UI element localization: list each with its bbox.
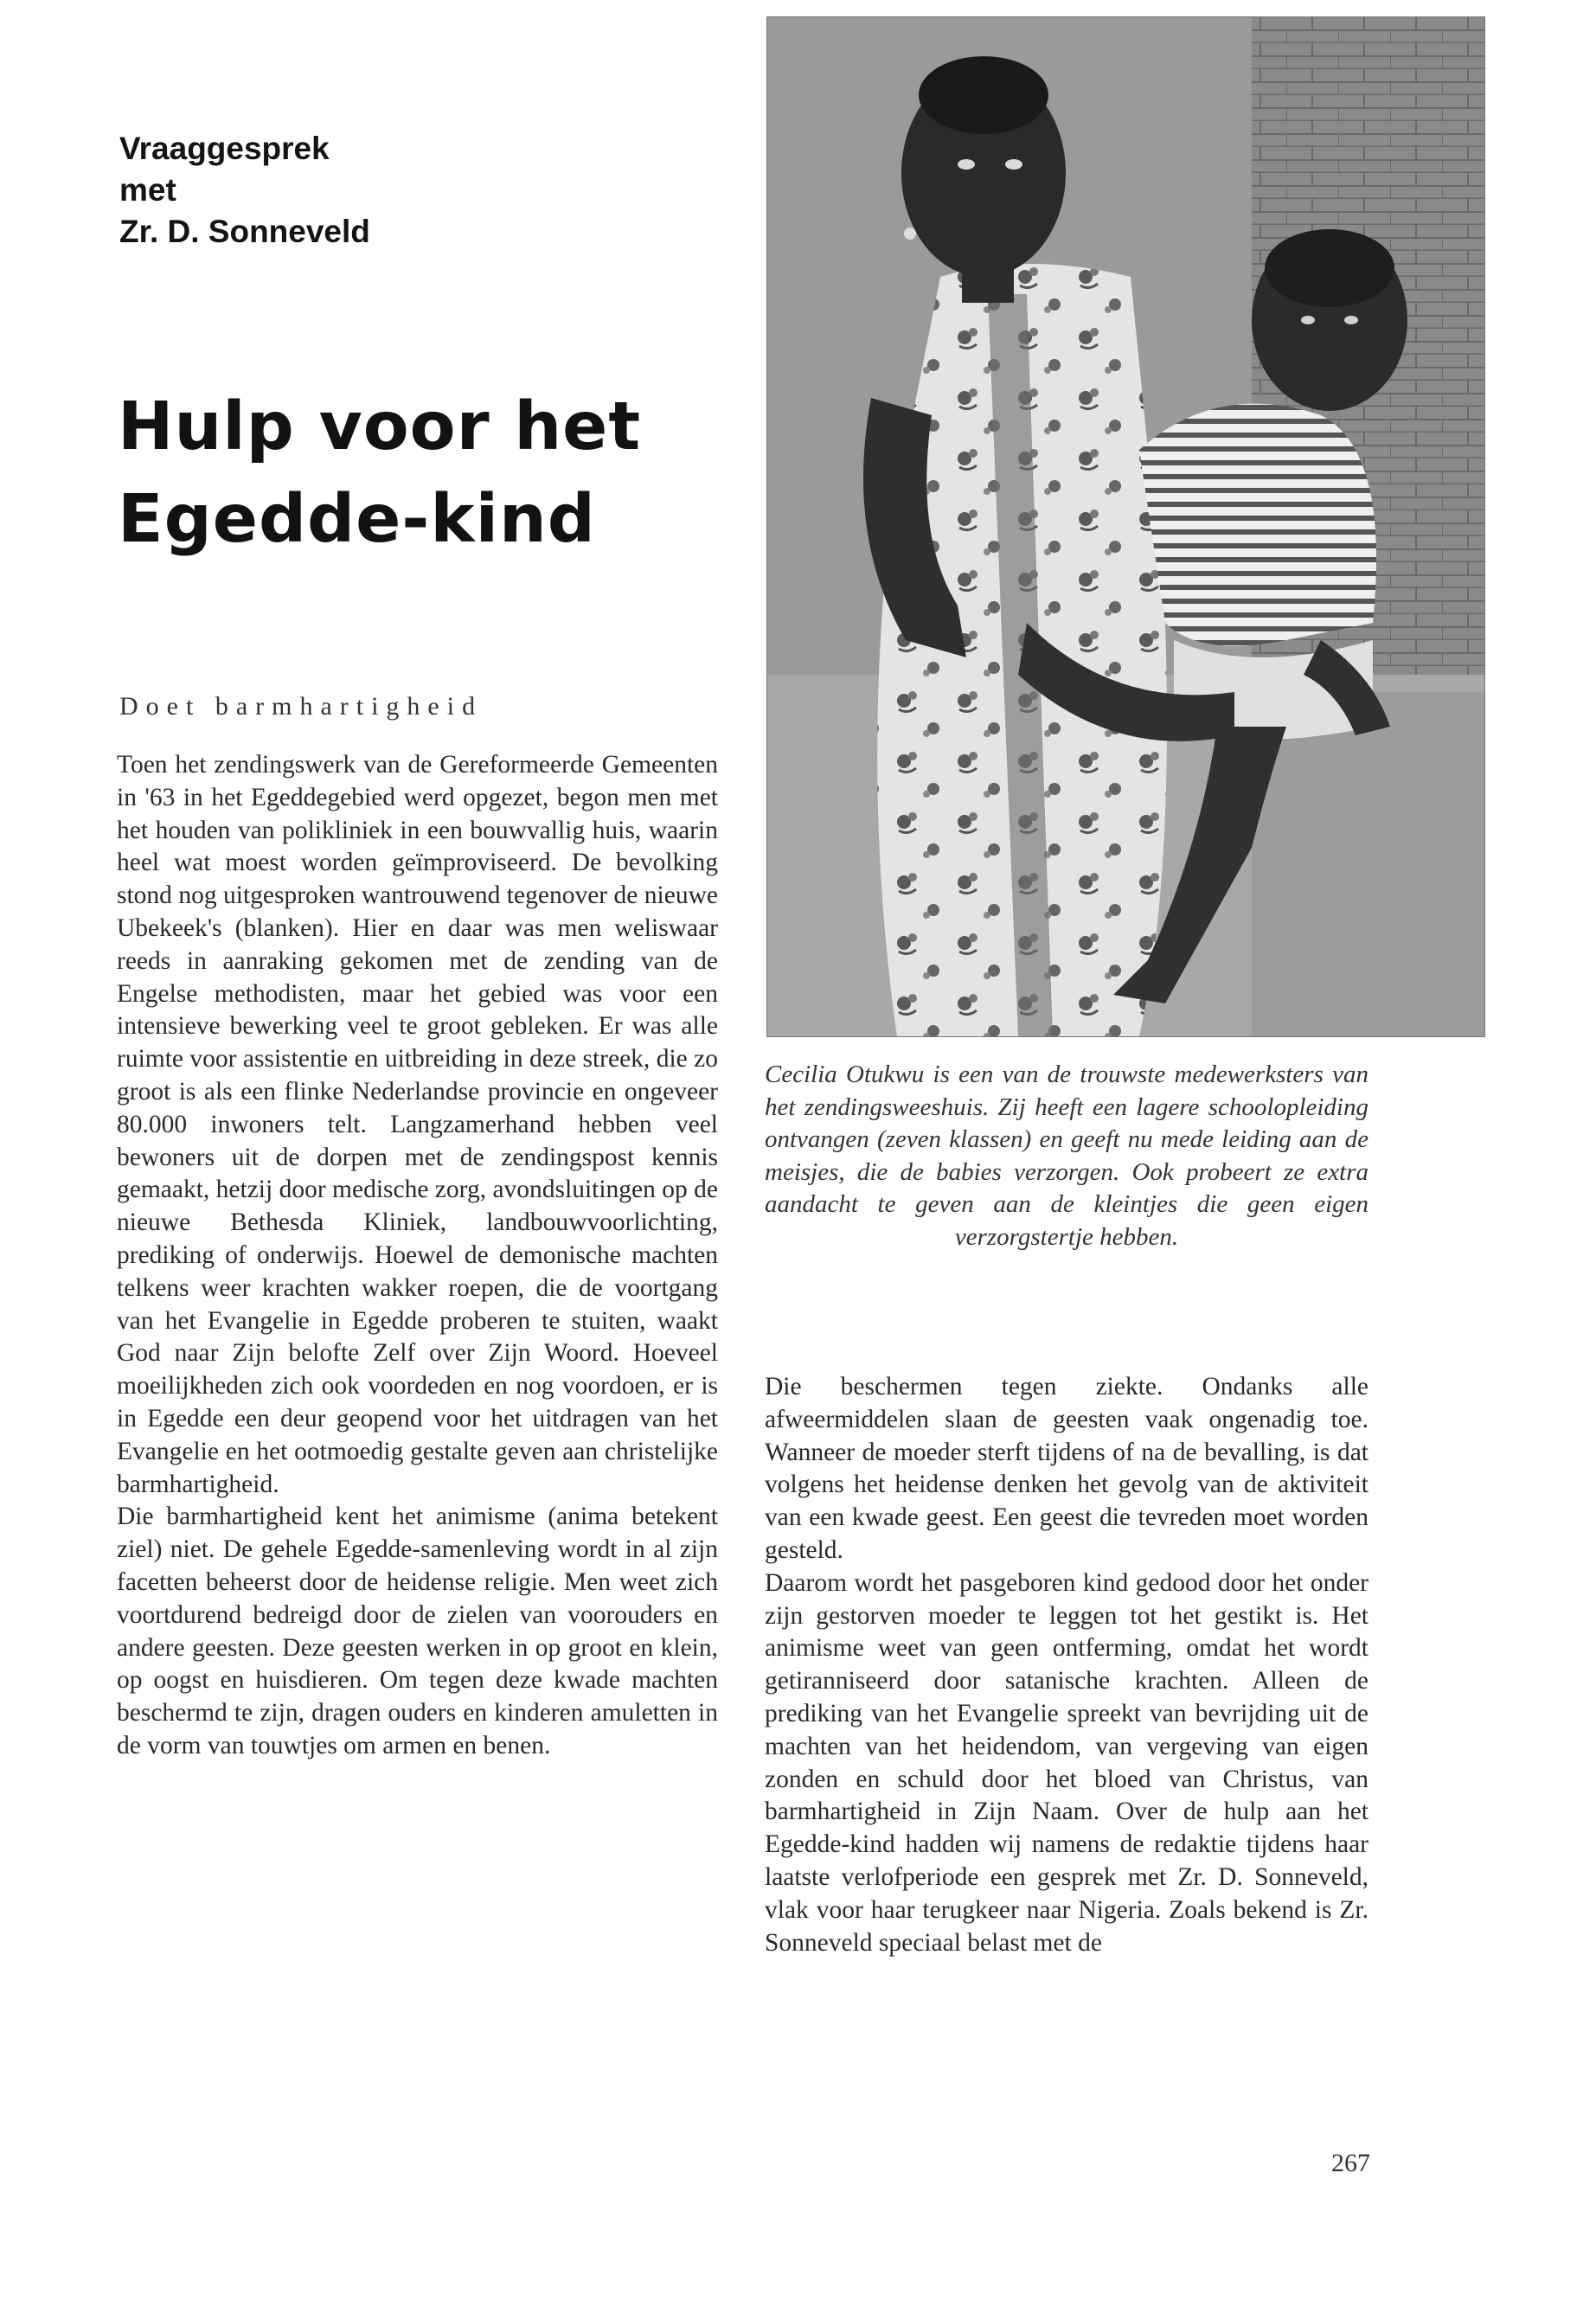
paragraph: Daarom wordt het pasgeboren kind gedood door het onder zijn gestorven moeder te leggen tot het gestikt is. Het animisme weet van geen ontferming, omdat het wordt getiranniseerd door satanische krachten. Alleen de prediking van het Evangelie spreekt van bevrijding uit de machten van het heidendom, van vergeving van eigen zonden en schuld door het bloed van Christus, van barmhartigheid in Zijn Naam. Over de hulp aan het Egedde-kind hadden wij namens de redaktie tijdens haar laatste verlofperiode een gesprek met Zr. D. Sonneveld, vlak voor haar terugkeer naar Nigeria. Zoals bekend is Zr. Sonneveld speciaal belast met de	[765, 1568, 1368, 1957]
paragraph: Die beschermen tegen ziekte. Ondanks alle afweermiddelen slaan de geesten vaak ongenadig toe. Wanneer de moeder sterft tijdens of na de bevalling, is dat volgens het heidense denken het gevolg van de aktiviteit van een kwade geest. Een geest die tevreden moet worden gesteld.	[765, 1373, 1368, 1564]
title-line: Hulp voor het	[118, 388, 642, 465]
section-subheading: Doet barmhartigheid	[119, 692, 484, 721]
photo-illustration	[767, 17, 1484, 1036]
paragraph: Toen het zendingswerk van de Gereformeerde Gemeenten in '63 in het Egeddegebied werd opgezet, begon men met het houden van polikliniek in een bouwvallig huis, waarin heel wat moest worden geïmproviseerd. De bevolking stond nog uitgesproken wantrouwend tegenover de nieuwe Ubekeek's (blanken). Hier en daar was men weliswaar reeds in aanraking gekomen met de zending van de Engelse methodisten, maar het gebied was voor een intensieve bewerking veel te groot gebleken. Er was alle ruimte voor assistentie en uitbreiding in deze streek, die zo groot is als een flinke Nederlandse provincie en ongeveer 80.000 inwoners telt. Langzamerhand hebben veel bewoners uit de dorpen met de zendingspost kennis gemaakt, hetzij door medische zorg, avondsluitingen op de nieuwe Bethesda Kliniek, landbouwvoorlichting, prediking of onderwijs. Hoewel de demonische machten telkens weer krachten wakker roepen, die de voortgang van het Evangelie in Egedde proberen te stuiten, waakt God naar Zijn belofte Zelf over Zijn Woord. Hoeveel moeilijkheden zich ook voordeden en nog voordoen, er is in Egedde een deur geopend voor het uitdragen van het Evangelie en het ootmoedig gestalte geven aan christelijke barmhartigheid.	[117, 751, 718, 1498]
paragraph: Die barmhartigheid kent het animisme (anima betekent ziel) niet. De gehele Egedde-samenleving wordt in al zijn facetten beheerst door de heidense religie. Men weet zich voortdurend bedreigd door de zielen van voorouders en andere geesten. Deze geesten werken in op groot en klein, op oogst en huisdieren. Om tegen deze kwade machten beschermd te zijn, dragen ouders en kinderen amuletten in de vorm van touwtjes om armen en benen.	[117, 1503, 718, 1759]
left-text-column	[117, 749, 718, 1763]
interview-kicker	[119, 128, 552, 253]
kicker-line: Vraaggesprek	[119, 131, 330, 166]
kicker-line: met	[119, 172, 176, 208]
photo-caption: Cecilia Otukwu is een van de trouwste medewerksters van het zendingsweeshuis. Zij heeft een lagere schoolopleiding ontvangen (zeven klassen) en geeft nu mede leiding aan de meisjes, die de babies verzorgen. Ook probeert ze extra aandacht te geven aan de kleintjes die geen eigen verzorgstertje hebben.	[765, 1061, 1368, 1251]
photo-woman-holding-child	[766, 16, 1485, 1037]
article-title	[118, 381, 775, 566]
title-line: Egedde-kind	[118, 481, 596, 558]
page-number: 267	[1331, 2149, 1370, 2177]
kicker-line: Zr. D. Sonneveld	[119, 214, 370, 249]
right-text-column	[765, 1371, 1368, 1959]
